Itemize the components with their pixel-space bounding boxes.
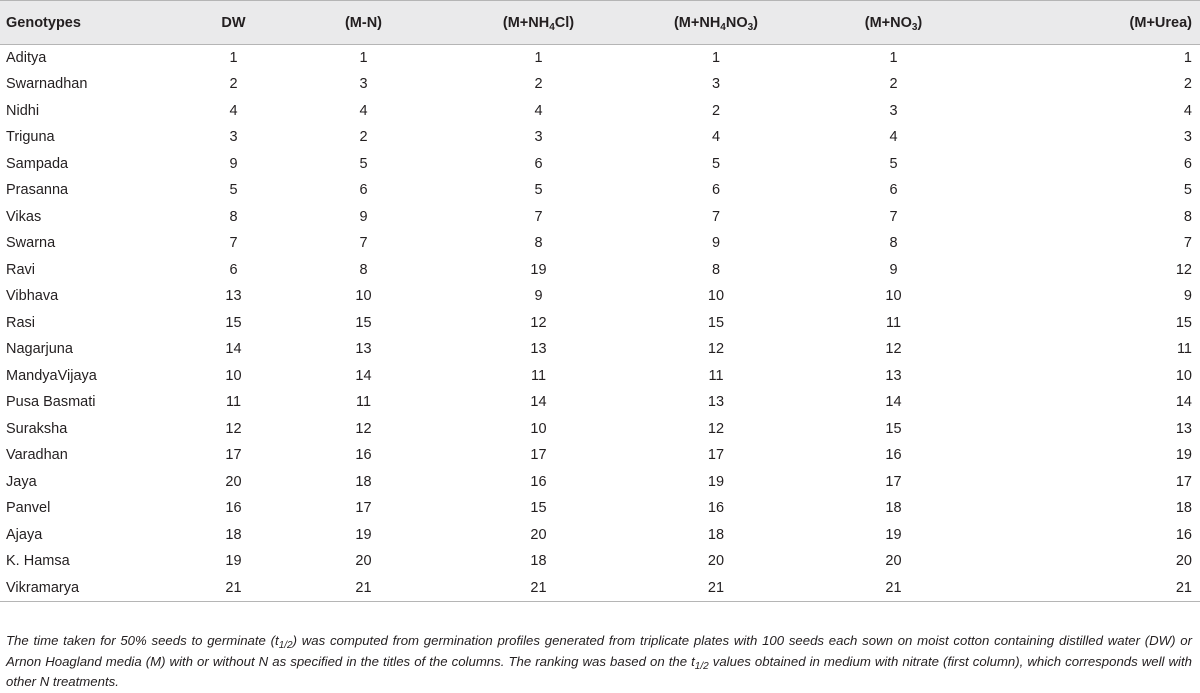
table-row — [0, 336, 1200, 363]
rank-cell: 13 — [1175, 420, 1192, 437]
rank-cell: 8 — [359, 261, 368, 278]
rank-cell: 21 — [805, 575, 980, 602]
table-row — [0, 257, 1200, 284]
rank-cell: 15 — [1175, 314, 1192, 331]
rank-cell: 18 — [1175, 500, 1192, 517]
table-row — [0, 389, 1200, 416]
rank-cell: 18 — [530, 553, 547, 570]
rank-cell: 17 — [1175, 473, 1192, 490]
rank-cell: 10 — [885, 288, 902, 305]
genotype-cell: Vikas — [6, 208, 42, 225]
rank-cell: 9 — [534, 288, 543, 305]
rank-cell: 6 — [229, 261, 238, 278]
rank-cell: 12 — [707, 341, 725, 358]
rank-cell: 19 — [355, 526, 372, 543]
genotype-cell: Aditya — [6, 50, 47, 66]
rank-cell: 1 — [1183, 50, 1192, 66]
rank-cell: 12 — [707, 420, 725, 437]
rank-cell: 17 — [355, 500, 372, 517]
rank-cell: 4 — [889, 129, 898, 146]
rank-cell: 9 — [1183, 288, 1192, 305]
rank-cell: 13 — [355, 341, 372, 358]
table-row — [0, 151, 1200, 178]
rank-cell: 16 — [225, 500, 242, 517]
rank-cell: 18 — [225, 526, 242, 543]
column-header-2-base: (M-N) — [344, 14, 383, 31]
rank-cell: 7 — [229, 235, 238, 252]
genotype-cell: Nagarjuna — [6, 341, 73, 358]
rank-cell: 18 — [885, 500, 902, 517]
rank-cell: 1 — [359, 50, 368, 66]
rank-cell: 20 — [1175, 553, 1192, 570]
rank-cell: 11 — [1176, 341, 1192, 358]
rank-cell: 17 — [707, 447, 725, 464]
rank-cell: 6 — [1183, 155, 1192, 172]
rank-cell: 15 — [707, 314, 725, 331]
rank-cell: 13 — [885, 367, 902, 384]
table-body — [0, 45, 1200, 602]
rank-cell: 20 — [225, 473, 242, 490]
column-header-1-base: DW — [221, 14, 246, 31]
footnote-subscript-1: 1/2 — [278, 640, 293, 651]
rank-cell: 7 — [711, 208, 721, 225]
column-header-5-sub: 3 — [911, 21, 918, 33]
genotype-cell: K. Hamsa — [6, 553, 70, 570]
rank-cell: 1 — [534, 50, 543, 66]
table-row — [0, 124, 1200, 151]
rank-cell: 14 — [530, 394, 547, 411]
table-row — [0, 442, 1200, 469]
rank-cell: 18 — [707, 526, 725, 543]
rank-cell: 7 — [889, 208, 898, 225]
rank-cell: 9 — [359, 208, 368, 225]
rank-cell: 4 — [534, 102, 543, 119]
rank-cell: 19 — [885, 526, 902, 543]
rank-cell: 10 — [225, 367, 242, 384]
rank-cell: 14 — [355, 367, 372, 384]
rank-cell: 12 — [530, 314, 547, 331]
column-header-4-tail: NO — [725, 14, 748, 31]
rank-cell: 21 — [190, 575, 275, 602]
rank-cell: 2 — [711, 102, 721, 119]
genotype-cell: Ravi — [6, 261, 36, 278]
column-header-4-sub: 4 — [720, 21, 726, 33]
column-header-3-base: (M+NH — [502, 14, 550, 31]
genotype-cell: Vibhava — [6, 288, 59, 305]
footnote-subscript-2: 1/2 — [694, 660, 709, 672]
rank-cell: 3 — [359, 76, 368, 93]
rank-cell: 9 — [889, 261, 898, 278]
rank-cell: 2 — [229, 76, 238, 93]
rank-cell: 11 — [530, 367, 547, 384]
rank-cell: 15 — [530, 500, 547, 517]
rank-cell: 10 — [1175, 367, 1192, 384]
rank-cell: 4 — [359, 102, 368, 119]
column-header-4-base: (M+NH — [673, 14, 721, 31]
rank-cell: 21 — [625, 575, 805, 602]
rank-cell: 19 — [225, 553, 242, 570]
rank-cell: 21 — [450, 575, 625, 602]
table-row — [0, 230, 1200, 257]
rank-cell: 12 — [225, 420, 242, 437]
rank-cell: 7 — [1183, 235, 1192, 252]
rank-cell: 8 — [711, 261, 721, 278]
rank-cell: 12 — [1175, 261, 1192, 278]
rank-cell: 6 — [534, 155, 543, 172]
column-header-3-tail: Cl) — [554, 14, 575, 31]
rank-cell: 1 — [889, 50, 898, 66]
rank-cell: 11 — [708, 367, 724, 384]
table-row — [0, 177, 1200, 204]
rank-cell: 2 — [889, 76, 898, 93]
column-header-3 — [450, 1, 625, 45]
column-header-1 — [190, 1, 275, 45]
column-header-5 — [805, 1, 980, 45]
rank-cell: 3 — [889, 102, 898, 119]
rank-cell: 12 — [885, 341, 902, 358]
rank-cell: 10 — [355, 288, 372, 305]
column-header-4-tail2: ) — [753, 14, 759, 31]
rank-cell: 17 — [530, 447, 547, 464]
rank-cell: 10 — [530, 420, 547, 437]
table-row — [0, 363, 1200, 390]
rank-cell: 13 — [707, 394, 725, 411]
table-row — [0, 416, 1200, 443]
rank-cell: 3 — [534, 129, 543, 146]
table-row — [0, 495, 1200, 522]
rank-cell: 19 — [530, 261, 547, 278]
genotype-cell: Varadhan — [6, 447, 68, 464]
column-header-6-base: (M+Urea) — [1129, 14, 1192, 31]
footnote-text-2: ) was computed from germination profiles generated from triplicate plates with 100 seeds each sown on moist cotton containing distilled water (DW) or Arnon Hoagland media (M) with or without N as specified in the titles of the columns. The ranking was based on the t — [6, 633, 1192, 669]
rank-cell: 14 — [885, 394, 902, 411]
table-header — [0, 1, 1200, 45]
rank-cell: 13 — [225, 288, 242, 305]
rank-cell: 4 — [229, 102, 238, 119]
column-header-4-sub2: 3 — [747, 21, 754, 33]
rank-cell: 19 — [707, 473, 725, 490]
rank-cell: 13 — [530, 341, 547, 358]
footnote-text-3: values obtained in medium with nitrate (first column), which corresponds well with other N treatments. — [6, 653, 1192, 689]
table-row — [0, 204, 1200, 231]
genotype-cell: Nidhi — [6, 102, 40, 119]
column-header-5-tail: ) — [917, 14, 923, 31]
rank-cell: 5 — [229, 182, 238, 199]
rank-cell: 6 — [889, 182, 898, 199]
rank-cell: 3 — [1183, 129, 1192, 146]
genotype-cell: Triguna — [6, 129, 55, 146]
rank-cell: 15 — [885, 420, 902, 437]
rank-cell: 2 — [359, 129, 368, 146]
rank-cell: 14 — [1175, 394, 1192, 411]
table-row — [0, 45, 1200, 72]
rank-cell: 17 — [885, 473, 902, 490]
table-row — [0, 469, 1200, 496]
column-header-2 — [275, 1, 450, 45]
rank-cell: 20 — [355, 553, 372, 570]
column-header-0 — [0, 1, 190, 45]
table-row — [0, 71, 1200, 98]
rank-cell: 21 — [980, 575, 1200, 602]
genotype-cell: Ajaya — [6, 526, 43, 543]
rank-cell: 10 — [707, 288, 725, 305]
rank-cell: 11 — [885, 314, 902, 331]
rank-cell: 20 — [707, 553, 725, 570]
header-row — [0, 1, 1200, 45]
genotype-cell: Suraksha — [6, 420, 68, 437]
rank-cell: 16 — [707, 500, 725, 517]
rank-cell: 4 — [1183, 102, 1192, 119]
genotype-cell: Rasi — [6, 314, 36, 331]
rank-cell: 14 — [225, 341, 242, 358]
rank-cell: 15 — [225, 314, 242, 331]
rank-cell: 6 — [359, 182, 368, 199]
rank-cell: 5 — [1183, 182, 1192, 199]
rank-cell: 6 — [711, 182, 721, 199]
rank-cell: 3 — [229, 129, 238, 146]
footnote-text-1: The time taken for 50% seeds to germinate (t — [6, 633, 279, 648]
rank-cell: 1 — [711, 50, 721, 66]
genotype-cell: Panvel — [6, 500, 51, 517]
genotype-cell: Swarna — [6, 235, 56, 252]
genotype-cell: Vikramarya — [0, 575, 190, 602]
rank-cell: 18 — [355, 473, 372, 490]
column-header-6 — [980, 1, 1200, 45]
rank-cell: 11 — [355, 394, 372, 411]
rank-cell: 3 — [711, 76, 721, 93]
column-header-0-base: Genotypes — [6, 14, 81, 31]
rank-cell: 9 — [229, 155, 238, 172]
genotype-cell: Sampada — [6, 155, 69, 172]
rank-cell: 2 — [534, 76, 543, 93]
table-row — [0, 310, 1200, 337]
rank-cell: 8 — [534, 235, 543, 252]
table-row — [0, 575, 1200, 602]
rank-cell: 20 — [885, 553, 902, 570]
rank-cell: 17 — [225, 447, 242, 464]
rank-cell: 4 — [711, 129, 721, 146]
table-row — [0, 522, 1200, 549]
rank-cell: 9 — [711, 235, 721, 252]
rank-cell: 1 — [229, 50, 238, 66]
rank-cell: 5 — [359, 155, 368, 172]
rank-cell: 16 — [1175, 526, 1192, 543]
rank-cell: 5 — [889, 155, 898, 172]
rank-cell: 21 — [275, 575, 450, 602]
rank-cell: 11 — [225, 394, 242, 411]
column-header-5-base: (M+NO — [864, 14, 912, 31]
rank-cell: 16 — [355, 447, 372, 464]
table-footnote — [6, 631, 1192, 693]
genotype-cell: Jaya — [6, 473, 37, 490]
rank-cell: 7 — [534, 208, 543, 225]
rank-cell: 7 — [359, 235, 368, 252]
rank-cell: 20 — [530, 526, 547, 543]
rank-cell: 19 — [1175, 447, 1192, 464]
rank-cell: 5 — [711, 155, 721, 172]
genotype-cell: Prasanna — [6, 182, 69, 199]
rank-cell: 8 — [889, 235, 898, 252]
genotype-cell: Pusa Basmati — [6, 394, 96, 411]
rank-cell: 8 — [229, 208, 238, 225]
genotype-cell: Swarnadhan — [6, 76, 88, 93]
table-row — [0, 548, 1200, 575]
rank-cell: 16 — [885, 447, 902, 464]
rank-cell: 15 — [355, 314, 372, 331]
table-row — [0, 98, 1200, 125]
rank-cell: 12 — [355, 420, 372, 437]
genotype-cell: MandyaVijaya — [6, 367, 97, 384]
rank-cell: 5 — [534, 182, 543, 199]
column-header-3-sub: 4 — [549, 21, 555, 33]
rank-cell: 2 — [1183, 76, 1192, 93]
rank-cell: 16 — [530, 473, 547, 490]
table-row — [0, 283, 1200, 310]
column-header-4 — [625, 1, 805, 45]
rank-cell: 8 — [1183, 208, 1192, 225]
